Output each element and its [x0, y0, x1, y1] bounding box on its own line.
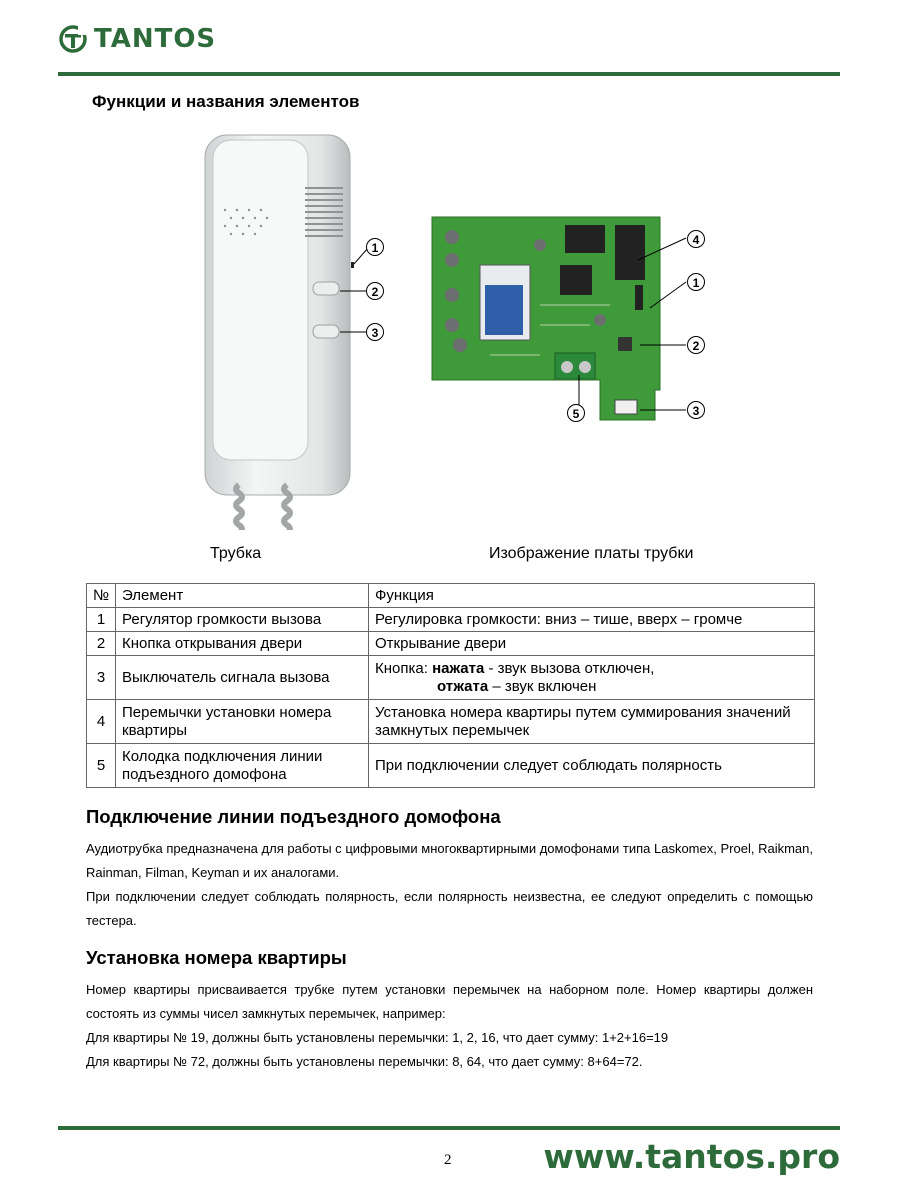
website-link[interactable]: www.tantos.pro [543, 1137, 840, 1176]
row-number: 1 [87, 608, 116, 632]
function-line-1 [375, 660, 808, 678]
section-title: Функции и названия элементов [92, 92, 360, 111]
function-released-text: – звук включен [488, 677, 597, 695]
row-function: При подключении следует соблюдать полярность [369, 744, 815, 788]
board-callout-2: 2 [687, 336, 705, 354]
board-callout-1: 1 [687, 273, 705, 291]
function-pressed-text: - звук вызова отключен, [484, 659, 655, 677]
row-element: Колодка подключения линии подъездного домофона [116, 744, 369, 788]
table-header: Функция [369, 584, 815, 608]
table-header-row [87, 584, 815, 608]
board-leader-lines [600, 230, 690, 420]
table-header: Элемент [116, 584, 369, 608]
brand-logo [58, 24, 216, 54]
row-element: Кнопка открывания двери [116, 632, 369, 656]
apartment-paragraph-1: Номер квартиры присваивается трубке путем установки перемычек на наборном поле. Номер квартиры должен состоять из суммы чисел замкнутых перемычек, например: [86, 982, 813, 1021]
row-function: Регулировка громкости: вниз – тише, вверх – громче [369, 608, 815, 632]
handset-callout-2: 2 [366, 282, 384, 300]
function-pressed: нажата [432, 659, 485, 677]
row-number: 5 [87, 744, 116, 788]
tantos-logo-icon [58, 24, 88, 54]
board-callout-3: 3 [687, 401, 705, 419]
row-number: 4 [87, 700, 116, 744]
table-header: № [87, 584, 116, 608]
handset-callout-1: 1 [366, 238, 384, 256]
connection-paragraph-1: Аудиотрубка предназначена для работы с цифровыми многоквартирными домофонами типа Laskomex, Proel, Raikman, Rainman, Filman, Keyman и их аналогами. [86, 841, 813, 880]
footer-rule [58, 1126, 840, 1130]
handset-caption: Трубка [210, 545, 262, 562]
table-row [87, 608, 815, 632]
board-caption: Изображение платы трубки [489, 545, 694, 562]
brand-name: TANTOS [94, 24, 217, 54]
board-leader-5 [574, 375, 584, 405]
row-element: Перемычки установки номера квартиры [116, 700, 369, 744]
header-rule [58, 72, 840, 76]
row-element: Выключатель сигнала вызова [116, 656, 369, 700]
board-callout-5: 5 [567, 404, 585, 422]
handset-callout-3: 3 [366, 323, 384, 341]
row-function: Установка номера квартиры путем суммирования значений замкнутых перемычек [369, 700, 815, 744]
board-callout-4: 4 [687, 230, 705, 248]
page-number: 2 [444, 1152, 452, 1168]
row-element: Регулятор громкости вызова [116, 608, 369, 632]
function-released: отжата [437, 677, 489, 695]
row-number: 2 [87, 632, 116, 656]
table-row [87, 744, 815, 788]
elements-table [86, 583, 815, 788]
apartment-example-72: Для квартиры № 72, должны быть установлены перемычки: 8, 64, что дает сумму: 8+64=72. [86, 1054, 643, 1069]
row-function: Открывание двери [369, 632, 815, 656]
function-line-2 [375, 678, 808, 696]
apartment-example-19: Для квартиры № 19, должны быть установлены перемычки: 1, 2, 16, что дает сумму: 1+2+16=19 [86, 1030, 669, 1045]
connection-paragraph-2: При подключении следует соблюдать полярность, если полярность неизвестна, ее следуют определить с помощью тестера. [86, 889, 813, 928]
function-prefix: Кнопка: [375, 659, 433, 677]
table-row [87, 656, 815, 700]
apartment-heading: Установка номера квартиры [86, 947, 347, 968]
row-number: 3 [87, 656, 116, 700]
table-row [87, 700, 815, 744]
row-function [369, 656, 815, 700]
connection-heading: Подключение линии подъездного домофона [86, 806, 501, 827]
table-row [87, 632, 815, 656]
